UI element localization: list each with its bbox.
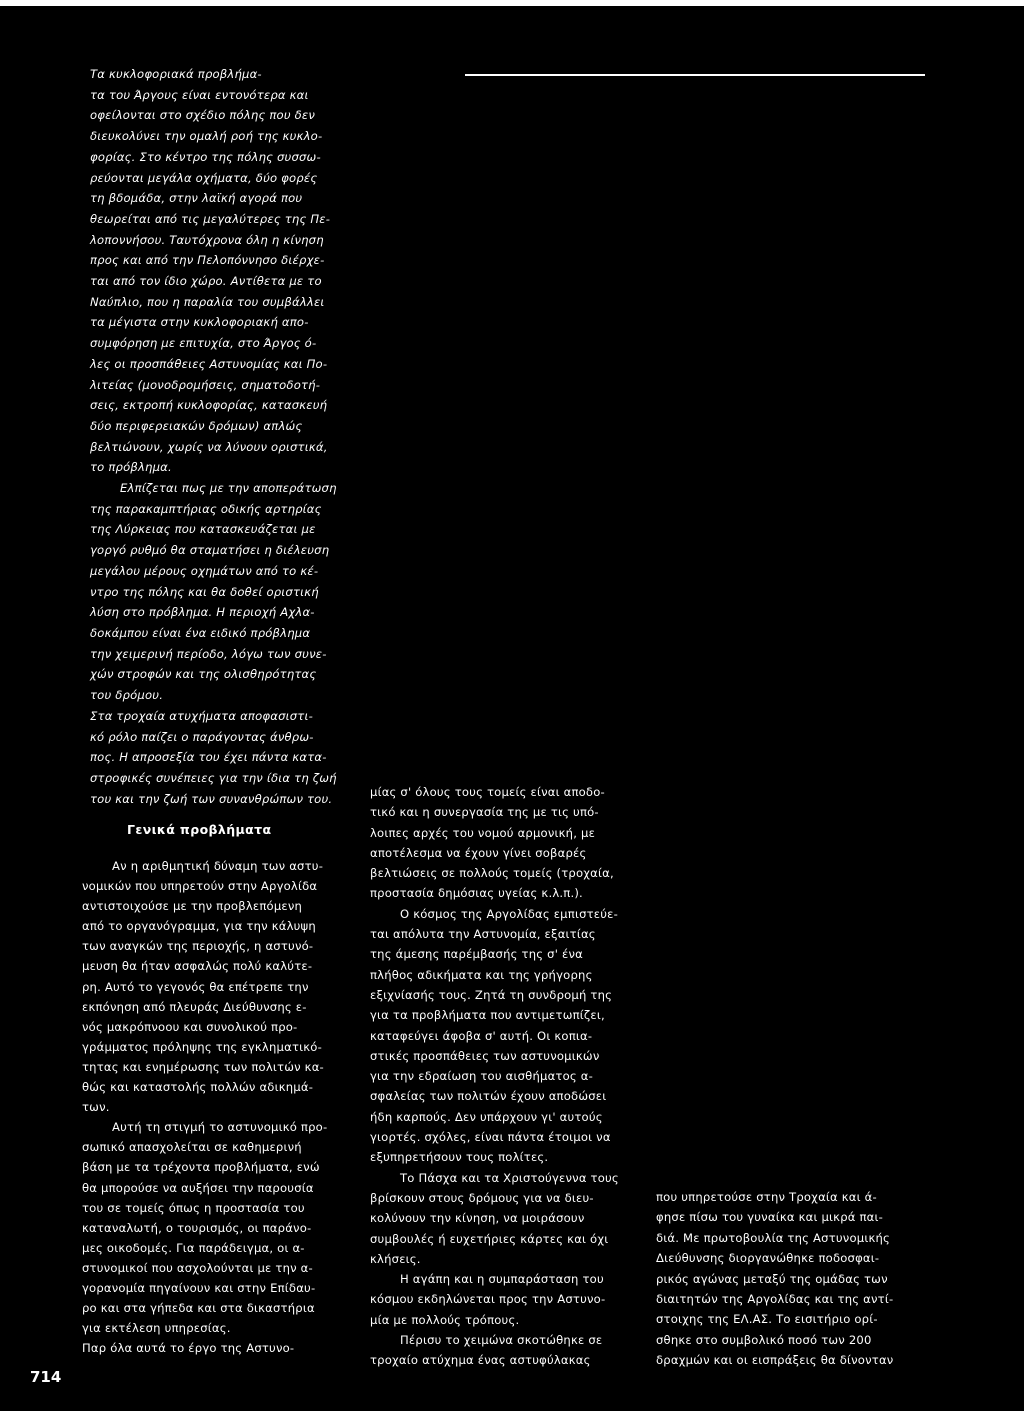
text-line: τροχαίο ατύχημα ένας αστυφύλακας [370,1353,591,1368]
text-line: Ελπίζεται πως με την αποπεράτωση [120,481,337,496]
text-line: Ο κόσμος της Αργολίδας εμπιστεύε- [400,906,619,921]
text-line: για τα προβλήματα που αντιμετωπίζει, [370,1008,605,1023]
text-line: κό ρόλο παίζει ο παράγοντας άνθρω- [90,729,314,744]
text-line: της Λύρκειας που κατασκευάζεται με [90,522,316,537]
text-line: σεις, εκτροπή κυκλοφορίας, κατασκευή [90,398,328,413]
text-line: Πέρισυ το χειμώνα σκοτώθηκε σε [400,1333,603,1348]
text-line: μες οικοδομές. Για παράδειγμα, οι α- [82,1240,305,1255]
text-line: του δρόμου. [90,688,164,703]
text-line: τη βδομάδα, στην λαϊκή αγορά που [90,191,303,206]
text-line: λύση στο πρόβλημα. Η περιοχή Αχλα- [90,605,315,620]
text-line: καταφεύγει άφοβα σ' αυτή. Οι κοπια- [370,1028,593,1043]
text-line: εξιχνίασής τους. Ζητά τη συνδρομή της [370,987,613,1002]
text-line: ήδη καρπούς. Δεν υπάρχουν γι' αυτούς [370,1109,603,1124]
text-line: Στα τροχαία ατυχήματα αποφασιστι- [90,708,313,723]
text-line: δοκάμπου είναι ένα ειδικό πρόβλημα [90,625,311,640]
text-line: Ναύπλιο, που η παραλία του συμβάλλει [90,294,325,309]
text-line: γράμματος πρόληψης της εγκληματικό- [82,1039,322,1054]
text-line: τα του Άργους είναι εντονότερα και [90,87,309,102]
section-heading: Γενικά προβλήματα [127,822,272,837]
text-line: ρο και στα γήπεδα και στα δικαστήρια [82,1301,315,1316]
text-line: μίας σ' όλους τους τομείς είναι αποδο- [370,785,605,799]
text-line: για την εδραίωση του αισθήματος α- [370,1069,594,1084]
text-line: χών στροφών και της ολισθηρότητας [90,667,317,682]
text-line: ρη. Αυτό το γεγονός θα επέτρεπε την [82,979,309,994]
text-line: Η αγάπη και η συμπαράσταση του [400,1272,604,1287]
text-line: Το Πάσχα και τα Χριστούγεννα τους [400,1170,619,1185]
text-line: Διεύθυνσης διοργανώθηκε ποδοσφαι- [656,1251,880,1266]
article-column-right [656,1187,956,1371]
text-line: δύο περιφερειακών δρόμων) απλώς [90,418,303,433]
text-line: Παρ όλα αυτά το έργο της Αστυνο- [82,1341,295,1356]
text-line: αποτέλεσμα να έχουν γίνει σοβαρές [370,845,587,860]
text-line: διά. Με πρωτοβουλία της Αστυνομικής [656,1230,891,1245]
text-line: μευση θα ήταν ασφαλώς πολύ καλύτε- [82,959,313,974]
text-line: Τα κυκλοφοριακά προβλήμα- [90,67,262,81]
text-line: που υπηρετούσε στην Τροχαία και ά- [656,1190,877,1204]
text-line: του και την ζωή των συνανθρώπων του. [90,791,333,806]
text-line: λες οι προσπάθειες Αστυνομίας και Πο- [90,356,328,371]
text-line: μεγάλου μέρους οχημάτων από το κέ- [90,563,319,578]
text-line: θώς και καταστολής πολλών αδικημά- [82,1080,314,1095]
article-column-left-bottom [82,856,362,1358]
text-line: πος. Η απροσεξία του έχει πάντα κατα- [90,750,327,765]
text-line: στικές προσπάθειες των αστυνομικών [370,1048,600,1063]
text-line: του σε τομείς όπως η προστασία του [82,1200,305,1215]
text-line: θα μπορούσε να αυξήσει την παρουσία [82,1180,314,1195]
article-column-left-top [90,64,390,809]
text-line: νός μακρόπνοου και συνολικού προ- [82,1019,298,1034]
text-line: προς και από την Πελοπόννησο διέρχε- [90,253,325,268]
text-line: πλήθος αδικήματα και της γρήγορης [370,967,593,982]
text-line: εκπόνηση από πλευράς Διεύθυνσης ε- [82,999,307,1014]
text-line: βελτιώσεις σε πολλούς τομείς (τροχαία, [370,866,614,881]
article-column-middle [370,782,650,1371]
text-line: της άμεσης παρέμβασής της σ' ένα [370,947,583,962]
text-line: νομικών που υπηρετούν στην Αργολίδα [82,879,318,894]
text-line: φορίας. Στο κέντρο της πόλης συσσω- [90,149,321,164]
page-top-edge [0,0,1024,6]
text-line: βελτιώνουν, χωρίς να λύνουν οριστικά, [90,439,328,454]
text-line: βρίσκουν στους δρόμους για να διευ- [370,1190,594,1205]
text-line: λοποννήσου. Ταυτόχρονα όλη η κίνηση [90,232,324,247]
text-line: συμβουλές ή ευχετήριες κάρτες και όχι [370,1231,609,1246]
text-line: βάση με τα τρέχοντα προβλήματα, ενώ [82,1160,320,1175]
header-rule [465,74,925,76]
text-line: φησε πίσω του γυναίκα και μικρά παι- [656,1210,884,1225]
text-line: λοιπες αρχές του νομού αρμονική, με [370,825,596,840]
text-line: διαιτητών της Αργολίδας και της αντί- [656,1292,894,1307]
text-line: οφείλονται στο σχέδιο πόλης που δεν [90,108,316,123]
text-line: δραχμών και οι εισπράξεις θα δίνονταν [656,1353,894,1368]
text-line: κολύνουν την κίνηση, να μοιράσουν [370,1211,585,1226]
text-line: κλήσεις. [370,1251,421,1266]
text-line: εξυπηρετήσουν τους πολίτες. [370,1150,549,1165]
text-line: μία με πολλούς τρόπους. [370,1312,520,1327]
text-line: σωπικό απασχολείται σε καθημερινή [82,1140,302,1155]
text-line: ντρο της πόλης και θα δοθεί οριστική [90,584,319,599]
text-line: στροφικές συνέπειες για την ίδια τη ζωή [90,770,337,785]
text-line: αντιστοιχούσε με την προβλεπόμενη [82,899,303,914]
text-line: σφαλείας των πολιτών έχουν αποδώσει [370,1089,607,1104]
text-line: γιορτές. σχόλες, είναι πάντα έτοιμοι να [370,1130,611,1145]
text-line: γορανομία πηγαίνουν και στην Επίδαυ- [82,1280,316,1295]
text-line: διευκολύνει την ομαλή ροή της κυκλο- [90,129,323,144]
text-line: κόσμου εκδηλώνεται προς την Αστυνο- [370,1292,606,1307]
text-line: Αυτή τη στιγμή το αστυνομικό προ- [112,1120,328,1135]
text-line: καταναλωτή, ο τουρισμός, οι παράνο- [82,1220,312,1235]
text-line: ρεύονται μεγάλα οχήματα, δύο φορές [90,170,318,185]
text-line: συμφόρηση με επιτυχία, στο Άργος ό- [90,336,317,351]
text-line: των. [82,1100,110,1115]
text-line: γοργό ρυθμό θα σταματήσει η διέλευση [90,543,330,558]
text-line: σθηκε στο συμβολικό ποσό των 200 [656,1332,872,1347]
text-line: από το οργανόγραμμα, για την κάλυψη [82,919,316,934]
text-line: ται από τον ίδιο χώρο. Αντίθετα με το [90,274,322,289]
text-line: στοιχης της ΕΛ.ΑΣ. Το εισιτήριο ορί- [656,1312,878,1327]
text-line: για εκτέλεση υπηρεσίας. [82,1321,231,1336]
text-line: τα μέγιστα στην κυκλοφοριακή απο- [90,315,309,330]
text-line: την χειμερινή περίοδο, λόγω των συνε- [90,646,327,661]
text-line: στυνομικοί που ασχολούνται με την α- [82,1260,313,1275]
text-line: τητας και ενημέρωσης των πολιτών κα- [82,1059,324,1074]
text-line: θεωρείται από τις μεγαλύτερες της Πε- [90,211,331,226]
text-line: προστασία δημόσιας υγείας κ.λ.π.). [370,886,583,901]
text-line: Αν η αριθμητική δύναμη των αστυ- [112,859,324,873]
text-line: το πρόβλημα. [90,460,172,475]
text-line: λιτείας (μονοδρομήσεις, σηματοδοτή- [90,377,321,392]
text-line: της παρακαμπτήριας οδικής αρτηρίας [90,501,322,516]
text-line: ρικός αγώνας μεταξύ της ομάδας των [656,1271,888,1286]
text-line: ται απόλυτα την Αστυνομία, εξαιτίας [370,927,596,942]
text-line: των αναγκών της περιοχής, η αστυνό- [82,939,314,954]
text-line: τικό και η συνεργασία της με τις υπό- [370,805,599,820]
page-number: 714 [30,1368,62,1386]
